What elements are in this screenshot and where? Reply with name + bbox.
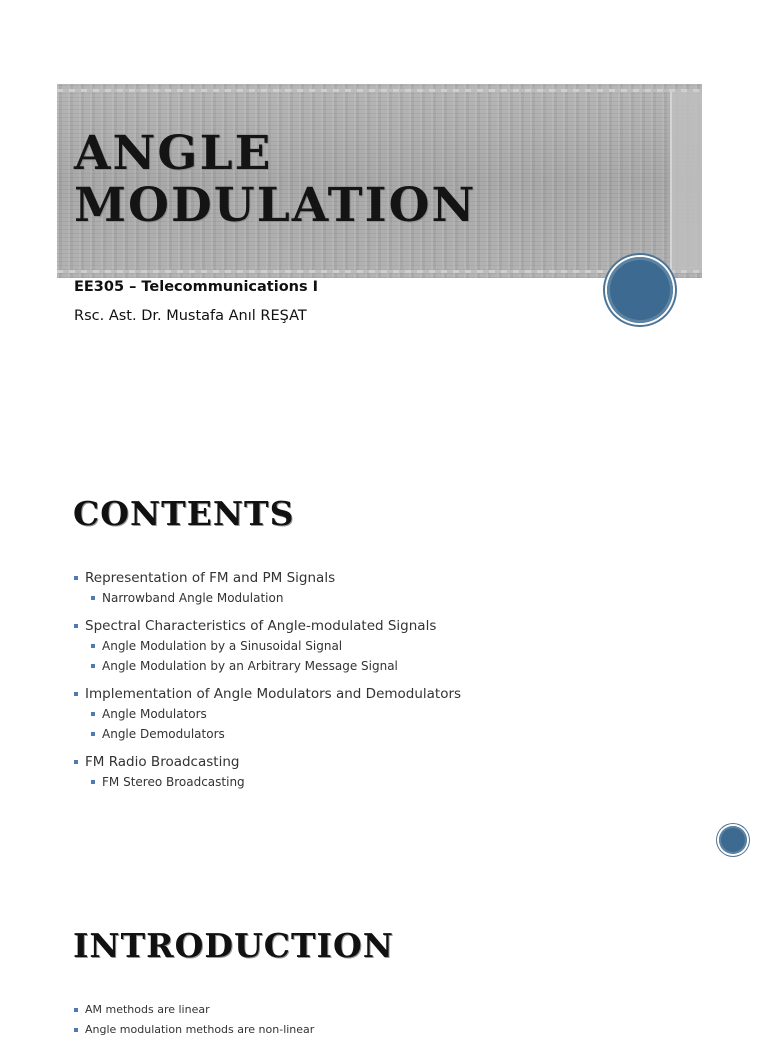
contents-slide [0, 460, 768, 880]
banner-side-strip [670, 92, 702, 270]
contents-subitem-label: Angle Modulation by a Sinusoidal Signal [102, 639, 343, 653]
title-line-2: MODULATION [74, 178, 477, 233]
contents-item-label: FM Radio Broadcasting [85, 754, 240, 770]
introduction-item-label: Angle modulation methods are non-linear [85, 1023, 315, 1036]
bullet-icon [91, 644, 95, 648]
course-name: EE305 – Telecommunications I [74, 279, 319, 295]
author-name: Rsc. Ast. Dr. Mustafa Anıl REŞAT [74, 308, 307, 324]
contents-subitem [74, 724, 694, 744]
contents-item [74, 616, 694, 676]
contents-subitem-label: Angle Modulators [102, 707, 207, 721]
slide-title [74, 128, 477, 232]
contents-subitem-label: Angle Modulation by an Arbitrary Message Signal [102, 659, 398, 673]
contents-subitem-label: FM Stereo Broadcasting [102, 775, 245, 789]
introduction-list [74, 1000, 314, 1040]
title-banner [57, 84, 702, 278]
bullet-icon [74, 624, 78, 628]
introduction-item-label: AM methods are linear [85, 1003, 210, 1016]
bullet-icon [91, 664, 95, 668]
introduction-slide [0, 880, 768, 1036]
contents-subitem [74, 588, 694, 608]
contents-subitem-label: Narrowband Angle Modulation [102, 591, 284, 605]
bullet-icon [91, 596, 95, 600]
contents-item [74, 752, 694, 792]
contents-item-label: Implementation of Angle Modulators and Demodulators [85, 686, 462, 702]
title-line-1: ANGLE [74, 126, 273, 181]
bullet-icon [91, 712, 95, 716]
bullet-icon [74, 692, 78, 696]
bullet-icon [74, 760, 78, 764]
contents-subitem [74, 772, 694, 792]
title-slide [0, 0, 768, 460]
contents-heading: CONTENTS [73, 494, 295, 533]
contents-subitem-label: Angle Demodulators [102, 727, 225, 741]
contents-item-label: Representation of FM and PM Signals [85, 570, 336, 586]
contents-list [74, 568, 694, 800]
bullet-icon [74, 1028, 78, 1032]
introduction-item [74, 1000, 314, 1020]
banner-stripe-top [57, 89, 702, 92]
contents-subitem [74, 656, 694, 676]
introduction-heading: INTRODUCTION [73, 926, 394, 965]
bullet-icon [91, 732, 95, 736]
bullet-icon [91, 780, 95, 784]
circle-medallion-icon [607, 257, 673, 323]
introduction-item [74, 1020, 314, 1040]
bullet-icon [74, 576, 78, 580]
contents-item [74, 684, 694, 744]
contents-subitem [74, 704, 694, 724]
banner-stripe-bottom [57, 270, 702, 273]
bullet-icon [74, 1008, 78, 1012]
circle-medallion-small-icon [719, 826, 747, 854]
contents-item [74, 568, 694, 608]
contents-item-label: Spectral Characteristics of Angle-modulated Signals [85, 618, 437, 634]
contents-subitem [74, 636, 694, 656]
